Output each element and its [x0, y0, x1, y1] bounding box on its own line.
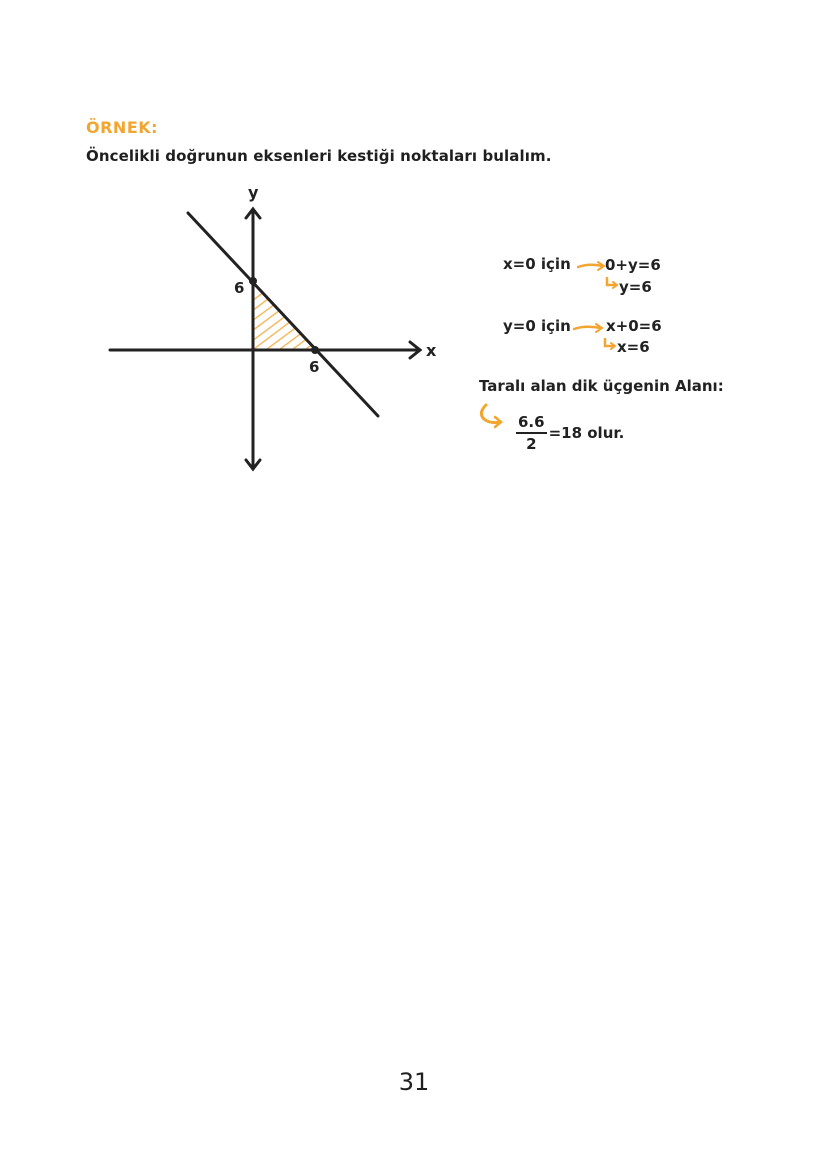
y-intercept-label: 6 [234, 279, 245, 297]
x-axis-label: x [426, 341, 437, 360]
step2-result: x=6 [617, 338, 650, 356]
y-intercept-point [249, 277, 257, 285]
step1-condition: x=0 için [503, 255, 571, 273]
y-axis [246, 209, 260, 469]
y-axis-label: y [248, 183, 259, 202]
coordinate-graph [100, 180, 450, 480]
step2-condition: y=0 için [503, 317, 571, 335]
x-intercept-point [311, 346, 319, 354]
area-result: =18 olur. [548, 424, 625, 442]
example-title: ÖRNEK: [86, 118, 159, 137]
step1-result: y=6 [619, 278, 652, 296]
example-instruction: Öncelikli doğrunun eksenleri kestiği noktaları bulalım. [86, 147, 552, 165]
fraction-denominator: 2 [526, 435, 537, 453]
page-number: 31 [398, 1068, 430, 1096]
arrow-right-icon [577, 260, 607, 272]
step1-equation: 0+y=6 [605, 256, 661, 274]
function-line [188, 213, 378, 416]
curved-arrow-icon [476, 403, 506, 429]
area-label: Taralı alan dik üçgenin Alanı: [479, 377, 724, 395]
area-fraction [516, 413, 547, 453]
fraction-numerator: 6.6 [516, 413, 547, 434]
x-axis [110, 342, 420, 358]
step2-equation: x+0=6 [606, 317, 662, 335]
arrow-hook-icon [602, 338, 618, 352]
area-formula [516, 413, 624, 453]
arrow-right-icon [573, 322, 605, 334]
x-intercept-label: 6 [309, 358, 320, 376]
shaded-triangle [240, 265, 355, 352]
arrow-hook-icon [604, 277, 620, 291]
